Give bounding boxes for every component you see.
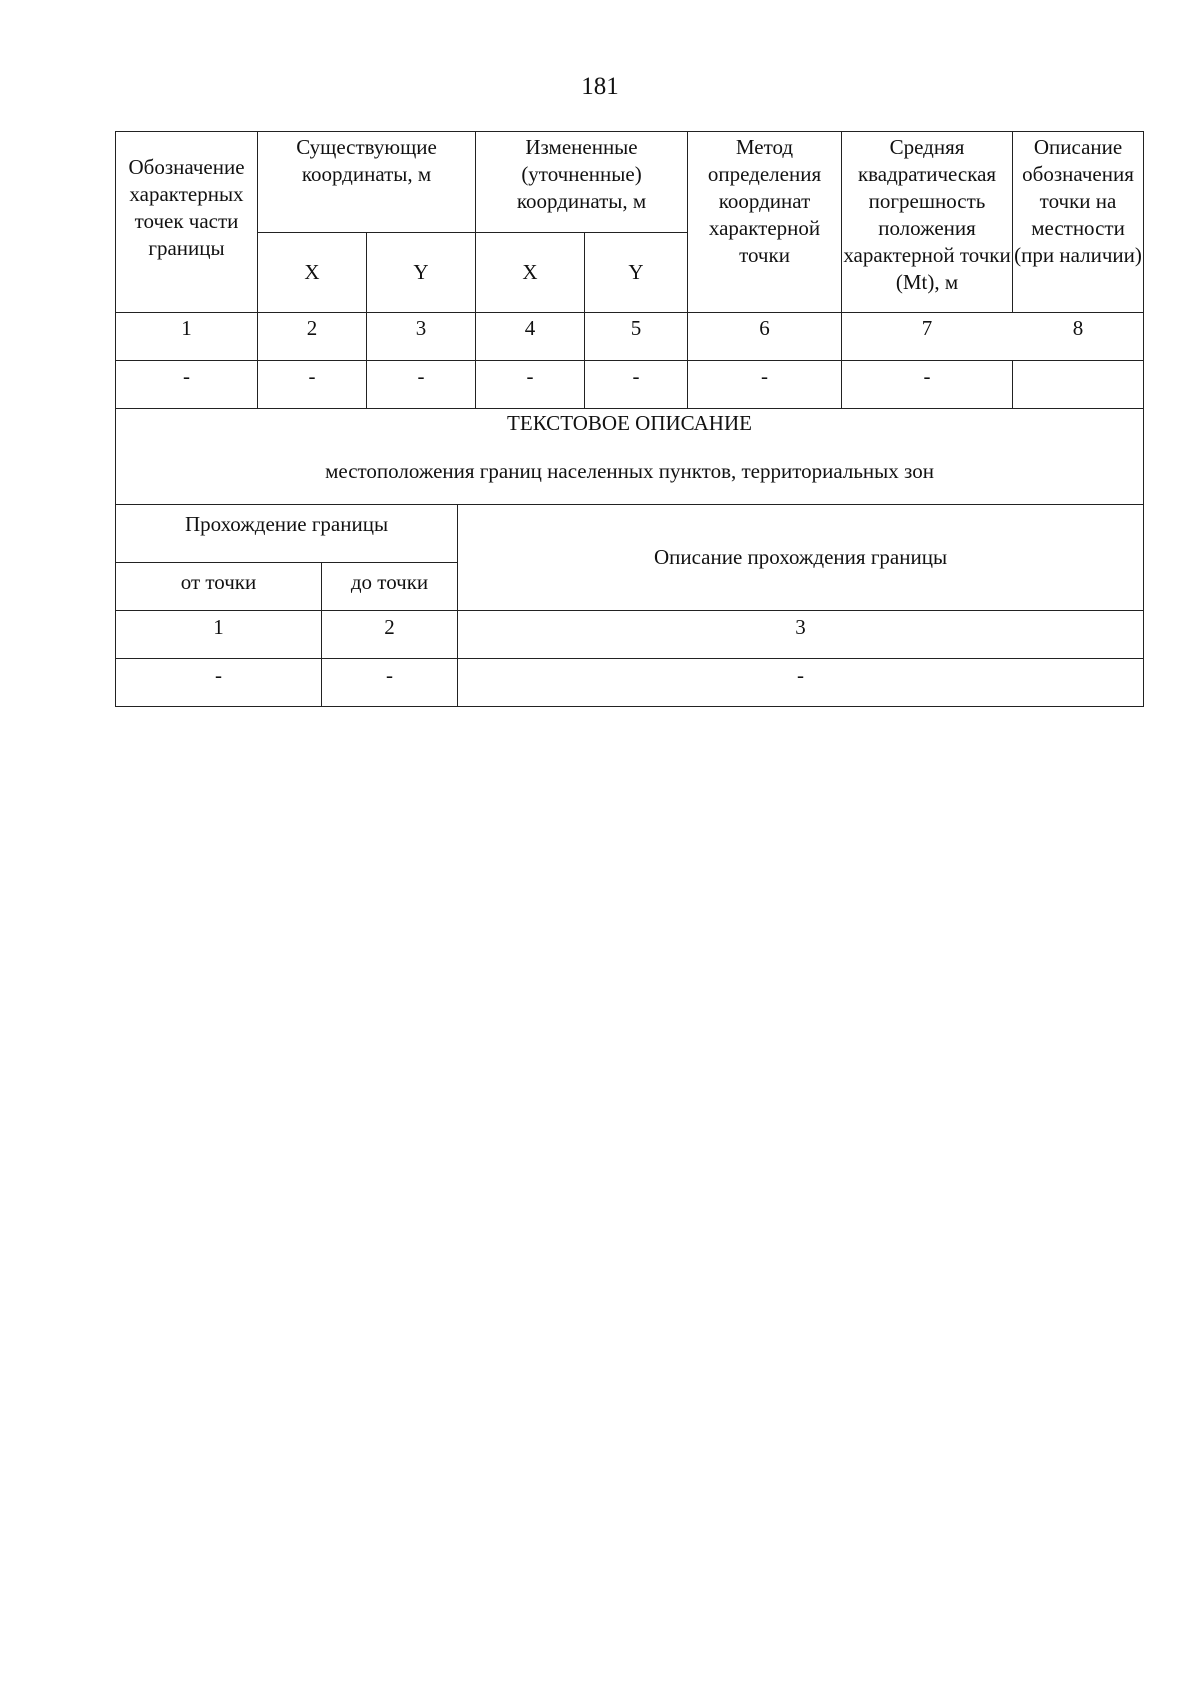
column-number: 8 [1013,313,1144,361]
section-subtitle: местоположения границ населенных пунктов, территориальных зон [325,459,934,483]
column-number-row [116,611,1144,659]
table-cell: - [258,361,367,409]
header-x-existing: X [258,233,367,313]
table-cell: - [688,361,842,409]
header-changed-coords: Измененные (уточненные) координаты, м [476,132,688,233]
header-y-existing: Y [367,233,476,313]
header-method: Метод определения координат характерной точки [688,132,842,313]
header-to-point: до точки [322,563,458,611]
header-passage-description: Описание прохождения границы [458,505,1144,611]
section-title: ТЕКСТОВОЕ ОПИСАНИЕ [507,411,752,435]
table-cell: - [842,361,1013,409]
text-description-section [116,409,1144,505]
column-number: 6 [688,313,842,361]
column-number: 2 [258,313,367,361]
coordinates-table [115,131,1144,505]
column-number: 2 [322,611,458,659]
header-from-point: от точки [116,563,322,611]
column-number: 3 [458,611,1144,659]
header-description: Описание обозначения точки на местности (при наличии) [1013,132,1144,313]
table-cell: - [322,659,458,707]
table-cell: - [458,659,1144,707]
header-point-designation: Обозначение характерных точек части границы [116,132,258,313]
header-x-changed: X [476,233,585,313]
table-cell: - [116,361,258,409]
table-cell [1013,361,1144,409]
column-number: 1 [116,313,258,361]
page-number: 181 [581,73,619,100]
column-number: 7 [842,313,1013,361]
header-y-changed: Y [585,233,688,313]
column-number: 3 [367,313,476,361]
column-number: 4 [476,313,585,361]
table-row [116,361,1144,409]
boundary-passage-table [115,504,1144,707]
column-number: 1 [116,611,322,659]
column-number: 5 [585,313,688,361]
header-existing-coords: Существующие координаты, м [258,132,476,233]
table-cell: - [476,361,585,409]
header-passage: Прохождение границы [116,505,458,563]
table-row [116,659,1144,707]
table-cell: - [367,361,476,409]
column-number-row [116,313,1144,361]
header-mean-square-error: Средняя квадратическая погрешность положения характерной точки (Mt), м [842,132,1013,313]
table-cell: - [116,659,322,707]
table-cell: - [585,361,688,409]
